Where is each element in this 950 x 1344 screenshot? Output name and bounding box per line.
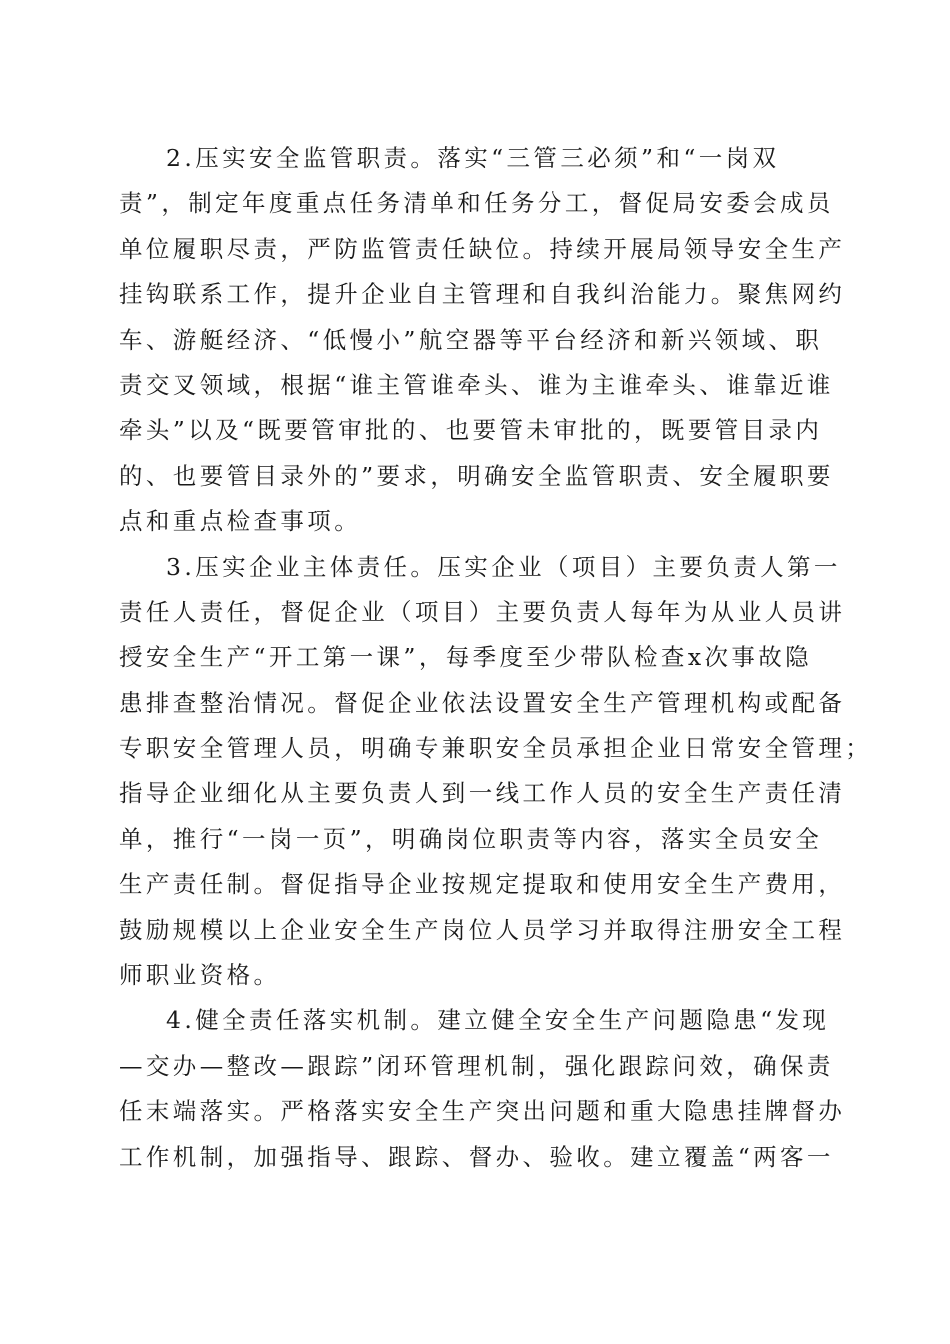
paragraph-line: 鼓励规模以上企业安全生产岗位人员学习并取得注册安全工程 (119, 915, 846, 944)
paragraph-line: 4.健全责任落实机制。建立健全安全生产问题隐患“发现 (166, 1006, 830, 1035)
paragraph-4 (119, 998, 846, 1180)
paragraph-line: 授安全生产“开工第一课”，每季度至少带队检查x次事故隐 (119, 643, 813, 672)
paragraph-line: —交办—整改—跟踪”闭环管理机制，强化跟踪问效，确保责 (119, 1051, 834, 1080)
document-body (119, 136, 873, 1180)
paragraph-2 (119, 136, 846, 545)
paragraph-line: 责交叉领域，根据“谁主管谁牵头、谁为主谁牵头、谁靠近谁 (119, 370, 834, 399)
paragraph-line: 的、也要管目录外的”要求，明确安全监管职责、安全履职要 (119, 461, 834, 490)
paragraph-line: 2.压实安全监管职责。落实“三管三必须”和“一岗双 (166, 144, 780, 172)
paragraph-line: 师职业资格。 (119, 961, 281, 990)
paragraph-line: 患排查整治情况。督促企业依法设置安全生产管理机构或配备 (119, 688, 846, 717)
paragraph-line: 责任人责任，督促企业（项目）主要负责人每年为从业人员讲 (119, 597, 846, 626)
paragraph-line: 单，推行“一岗一页”，明确岗位职责等内容，落实全员安全 (119, 824, 823, 853)
paragraph-line: 指导企业细化从主要负责人到一线工作人员的安全生产责任清 (119, 779, 846, 808)
paragraph-line: 单位履职尽责，严防监管责任缺位。持续开展局领导安全生产 (119, 234, 846, 263)
paragraph-3 (119, 545, 873, 999)
paragraph-line: 责”，制定年度重点任务清单和任务分工，督促局安委会成员 (119, 189, 834, 218)
paragraph-line: 生产责任制。督促指导企业按规定提取和使用安全生产费用， (119, 870, 846, 899)
paragraph-line: 专职安全管理人员，明确专兼职安全员承担企业日常安全管理； (119, 734, 873, 763)
paragraph-line: 车、游艇经济、“低慢小”航空器等平台经济和新兴领域、职 (119, 325, 823, 354)
paragraph-line: 任末端落实。严格落实安全生产突出问题和重大隐患挂牌督办 (119, 1097, 846, 1126)
paragraph-line: 工作机制，加强指导、跟踪、督办、验收。建立覆盖“两客一 (119, 1142, 834, 1171)
paragraph-line: 挂钩联系工作，提升企业自主管理和自我纠治能力。聚焦网约 (119, 280, 846, 309)
paragraph-line: 3.压实企业主体责任。压实企业（项目）主要负责人第一 (166, 552, 841, 581)
paragraph-line: 点和重点检查事项。 (119, 507, 362, 536)
paragraph-line: 牵头”以及“既要管审批的、也要管未审批的，既要管目录内 (119, 416, 823, 445)
